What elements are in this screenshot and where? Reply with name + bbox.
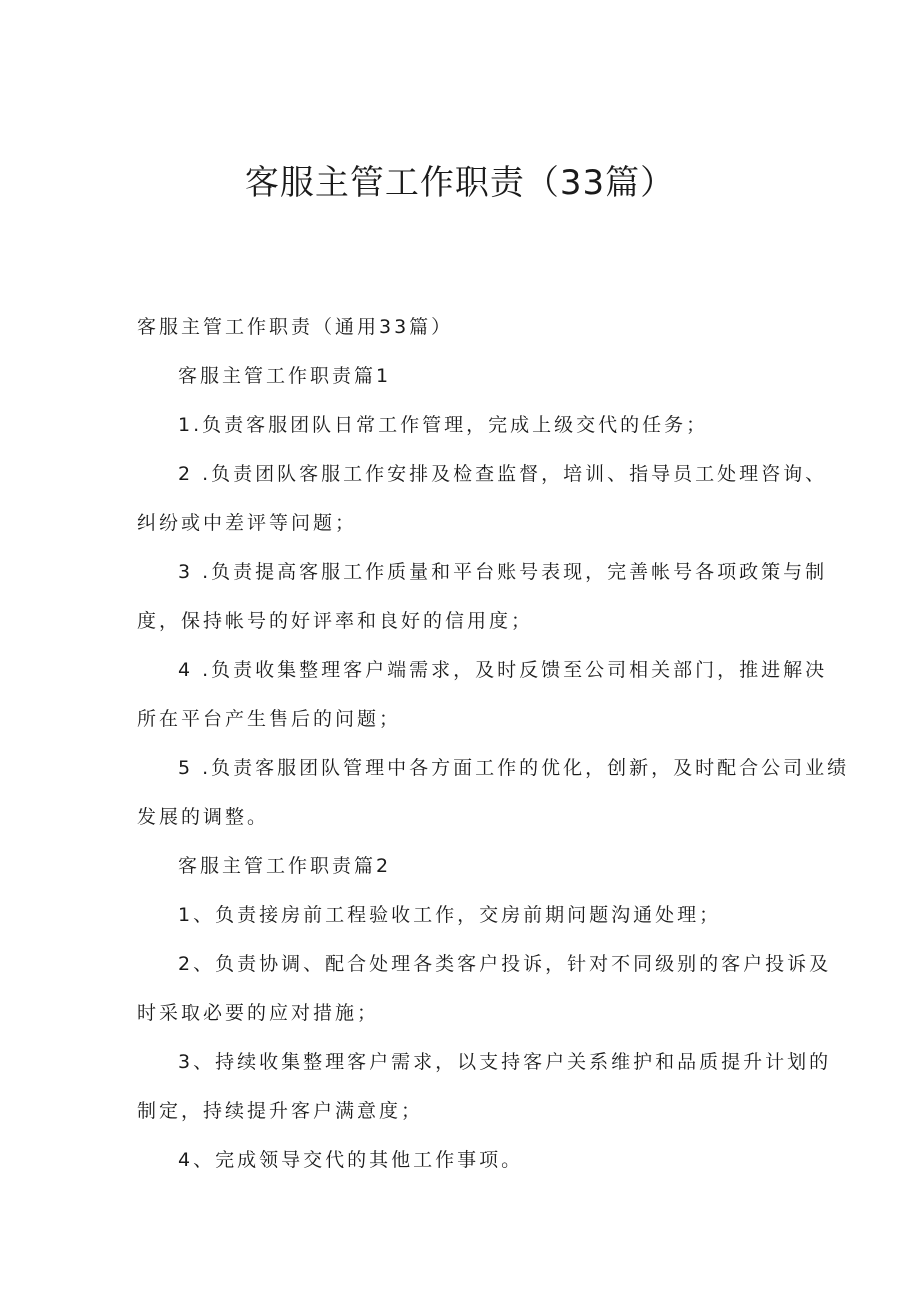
section1-line-3: 3 .负责提高客服工作质量和平台账号表现，完善帐号各项政策与制	[178, 561, 828, 583]
document-subtitle: 客服主管工作职责（通用33篇）	[137, 316, 454, 338]
section1-line-5: 5 .负责客服团队管理中各方面工作的优化，创新，及时配合公司业绩	[178, 757, 850, 779]
section1-line-4: 4 .负责收集整理客户端需求，及时反馈至公司相关部门，推进解决	[178, 659, 828, 681]
section2-line-2-cont: 时采取必要的应对措施；	[137, 1002, 380, 1024]
section1-line-2-cont: 纠纷或中差评等问题；	[137, 512, 358, 534]
section-heading-2: 客服主管工作职责篇2	[178, 855, 392, 877]
section1-line-5-cont: 发展的调整。	[137, 806, 270, 828]
section2-line-3-cont: 制定，持续提升客户满意度；	[137, 1100, 424, 1122]
section1-line-3-cont: 度，保持帐号的好评率和良好的信用度；	[137, 610, 534, 632]
section1-line-4-cont: 所在平台产生售后的问题；	[137, 708, 402, 730]
section2-line-4: 4、完成领导交代的其他工作事项。	[178, 1149, 524, 1171]
section1-line-2: 2 .负责团队客服工作安排及检查监督，培训、指导员工处理咨询、	[178, 463, 828, 485]
section2-line-2: 2、负责协调、配合处理各类客户投诉，针对不同级别的客户投诉及	[178, 953, 832, 975]
section2-line-3: 3、持续收集整理客户需求，以支持客户关系维护和品质提升计划的	[178, 1051, 832, 1073]
section-heading-1: 客服主管工作职责篇1	[178, 365, 392, 387]
document-title: 客服主管工作职责（33篇）	[244, 163, 676, 203]
section1-line-1: 1.负责客服团队日常工作管理，完成上级交代的任务；	[178, 414, 709, 436]
section2-line-1: 1、负责接房前工程验收工作，交房前期问题沟通处理；	[178, 904, 722, 926]
